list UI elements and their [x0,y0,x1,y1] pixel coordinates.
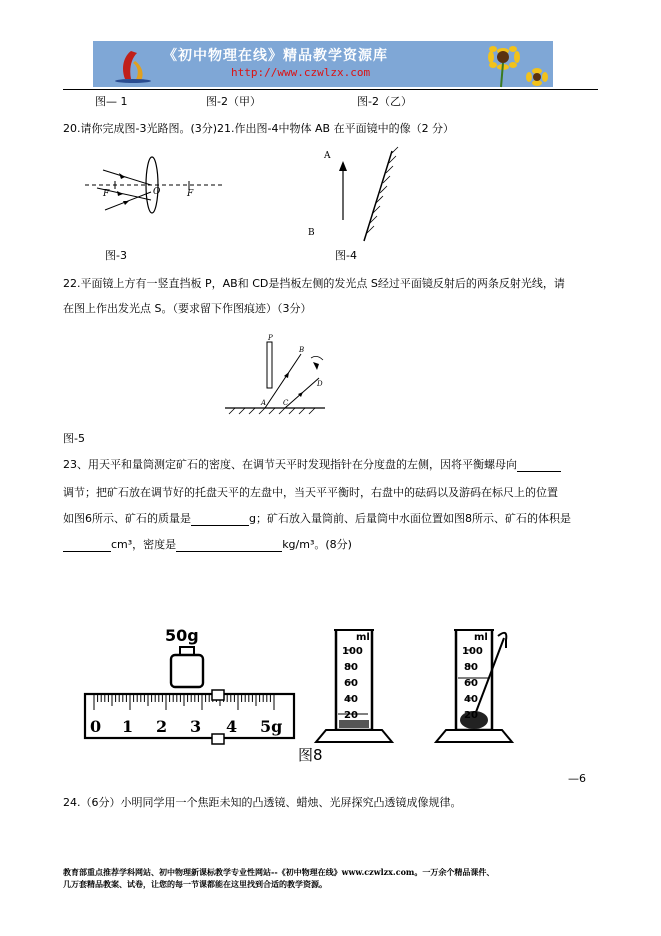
cyl1-mark-20: 20 [344,710,358,721]
caption-fig8: 图8 [298,746,323,764]
fig3-label-o: O [153,187,161,197]
graduated-cylinder-after [436,626,522,748]
caption-fig2a: 图-2（甲） [206,95,261,108]
cyl2-mark-60: 60 [464,678,478,689]
figure-3-lens-diagram [85,148,225,218]
question-23-line2: 调节；把矿石放在调节好的托盘天平的左盘中，当天平平衡时，右盘中的砝码以及游码在标尺上的位置 [63,486,558,499]
ruler-tick-4: 4 [226,717,238,736]
cyl2-unit: ml [474,632,488,643]
header-banner [93,41,553,87]
caption-fig4: 图-4 [335,249,357,262]
answer-blank-mass[interactable] [191,514,249,526]
fig3-label-f-left: F [103,189,110,199]
site-logo-icon [111,47,155,83]
question-22-line2: 在图上作出发光点 S。（要求留下作图痕迹）（3分） [63,302,312,315]
header-rule [63,89,598,90]
ruler-tick-3: 3 [190,717,202,736]
weight-label: 50g [165,626,199,645]
caption-fig5: 图-5 [63,432,85,445]
figure-4-mirror-diagram [308,145,398,245]
banner-url: http://www.czwlzx.com [231,66,371,79]
cyl2-mark-80: 80 [464,662,478,673]
sunflower-icon [473,41,553,87]
fig5-label-p: P [268,334,273,342]
ruler-tick-5: 5g [260,717,283,736]
fig5-label-c: C [283,399,289,407]
graduated-cylinder-before [312,626,394,748]
question-20-21: 20.请你完成图-3光路图。(3分)21.作出图-4中物体 AB 在平面镜中的像（2 分） [63,122,455,135]
answer-blank-density[interactable] [176,540,282,552]
question-23-line1: 23、用天平和量筒测定矿石的密度、在调节天平时发现指针在分度盘的左侧，因将平衡螺母向 [63,458,561,472]
fig4-label-a: A [324,151,331,161]
fig5-label-d: D [317,380,323,388]
cyl1-mark-100: 100 [342,646,363,657]
footer [63,866,494,890]
answer-blank-direction[interactable] [517,460,561,472]
footer-line-2: 几万套精品教案、试卷，让您的每一节课都能在这里找到合适的教学资源。 [63,879,327,889]
footer-line-1: 教育部重点推荐学科网站、初中物理新课标教学专业性网站--《初中物理在线》www.czwlzx.com。一万余个精品课件、 [63,867,495,877]
fig3-label-f-right: F [187,189,194,199]
balance-scale-ruler [84,690,296,746]
cyl1-unit: ml [356,632,370,643]
cyl1-mark-80: 80 [344,662,358,673]
cyl2-mark-20: 20 [464,710,478,721]
ruler-tick-1: 1 [122,717,134,736]
caption-fig2b: 图-2（乙） [357,95,412,108]
ruler-tick-0: 0 [90,717,102,736]
fig5-label-b: B [299,346,305,354]
banner-title: 《初中物理在线》精品教学资源库 [163,48,388,64]
caption-fig1: 图— 1 [95,95,128,108]
question-24: 24.（6分）小明同学用一个焦距未知的凸透镜、蜡烛、光屏探究凸透镜成像规律。 [63,796,462,809]
fig4-label-b: B [308,228,315,238]
figure-6-side-label: —6 [568,772,586,785]
ruler-tick-2: 2 [156,717,168,736]
figure-5-mirror-diagram [225,330,335,420]
caption-fig3: 图-3 [105,249,127,262]
fig5-label-a: A [261,399,267,407]
eye-icon [311,356,323,370]
question-23-line3: 如图6所示、矿石的质量是 g；矿石放入量筒前、后量筒中水面位置如图8所示、矿石的体积是 [63,512,571,525]
cyl2-mark-100: 100 [462,646,483,657]
cyl1-mark-40: 40 [344,694,358,705]
answer-blank-volume[interactable] [63,540,111,552]
cyl2-mark-40: 40 [464,694,478,705]
question-22-line1: 22.平面镜上方有一竖直挡板 P，AB和 CD是挡板左侧的发光点 S经过平面镜反射后的两条反射光线，请 [63,277,565,290]
weight-50g-icon [168,645,208,689]
question-23-line4: cm³，密度是 kg/m³。(8分) [63,538,352,552]
cyl1-mark-60: 60 [344,678,358,689]
